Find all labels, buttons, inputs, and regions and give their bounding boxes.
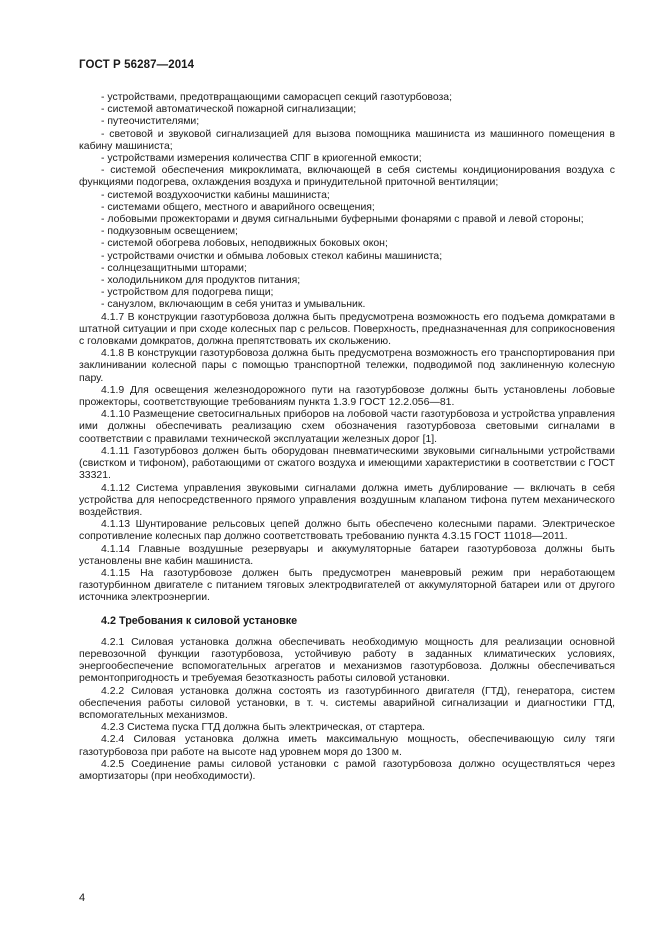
list-item: - световой и звуковой сигнализацией для вызова помощника машиниста из машинного помещения в кабину машиниста;	[79, 128, 615, 152]
clause-4-1-7: 4.1.7 В конструкции газотурбовоза должна быть предусмотрена возможность его подъема домкратами в штатной ситуации и при сходе колесных пар с рельсов. Поверхность, предназначенная для соприкосновения с головками домкратов, должна препятствовать их скольжению.	[79, 311, 615, 348]
clause-4-1-10: 4.1.10 Размещение светосигнальных приборов на лобовой части газотурбовоза и устройства управления ими должны обеспечивать реализацию схем обозначения газотурбовоза световыми сигналами в соответствии с правилами технической эксплуатации железных дорог [1].	[79, 409, 615, 445]
clause-4-1-15: 4.1.15 На газотурбовозе должен быть предусмотрен маневровый режим при неработающем газотурбинном двигателе с питанием тяговых электродвигателей от аккумуляторной батареи или от другого источника электроэнергии.	[79, 567, 615, 604]
document-body	[79, 92, 615, 783]
list-item: - системой автоматической пожарной сигнализации;	[101, 104, 357, 116]
list-item: - подкузовным освещением;	[101, 226, 238, 238]
clause-4-1-12: 4.1.12 Система управления звуковыми сигналами должна иметь дублирование — включать в себя устройства для непосредственного прямого управления воздушным клапаном тифона путем механического воздействия.	[79, 482, 615, 518]
clause-4-1-9: 4.1.9 Для освещения железнодорожного пути на газотурбовозе должны быть установлены лобовые прожекторы, соответствующие требованиям пункта 1.3.9 ГОСТ 12.2.056—81.	[79, 384, 615, 409]
list-item: - устройством для подогрева пищи;	[101, 287, 274, 299]
list-item: - устройствами измерения количества СПГ в криогенной емкости;	[101, 153, 422, 165]
clause-4-2-3: 4.2.3 Система пуска ГТД должна быть электрическая, от стартера.	[101, 722, 426, 734]
clause-4-2-4: 4.2.4 Силовая установка должна иметь максимальную мощность, обеспечивающую силу тяги газотурбовоза при работе на высоте над уровнем моря до 1300 м.	[79, 734, 615, 758]
list-item: - солнцезащитными шторами;	[101, 262, 247, 274]
section-heading: 4.2 Требования к силовой установке	[101, 614, 298, 627]
clause-4-2-1: 4.2.1 Силовая установка должна обеспечивать необходимую мощность для реализации основной перевозочной функции газотурбовоза, устойчивую работу в заданных климатических условиях, энергообеспечение вспомогательных агрегатов и механизмов газотурбовоза. Должны обеспечиваться ремонтопригодность и требуемая безотказность работы силовой установки.	[79, 636, 615, 685]
list-item: - лобовыми прожекторами и двумя сигнальными буферными фонарями с правой и левой стороны;	[101, 214, 584, 226]
document-header: ГОСТ Р 56287—2014	[79, 59, 195, 71]
clause-4-1-13: 4.1.13 Шунтирование рельсовых цепей должно быть обеспечено колесными парами. Электрическое сопротивление колесных пар должно соответствовать требованию пункта 4.3.15 ГОСТ 11018—2011.	[79, 519, 615, 543]
list-item: - путеочистителями;	[101, 116, 200, 128]
clause-4-1-8: 4.1.8 В конструкции газотурбовоза должна быть предусмотрена возможность его транспортирования при заклинивании колесной пары с помощью транспортной тележки, подводимой под заклиненную колесную пару.	[79, 348, 615, 384]
clause-4-1-14: 4.1.14 Главные воздушные резервуары и аккумуляторные батареи газотурбовоза должны быть установлены вне кабин машиниста.	[79, 543, 615, 567]
list-item: - системой обеспечения микроклимата, включающей в себя системы кондиционирования воздуха с функциями подогрева, охлаждения воздуха и принудительной приточной вентиляции;	[79, 165, 615, 189]
clause-4-2-5: 4.2.5 Соединение рамы силовой установки с рамой газотурбовоза должно осуществляться через амортизаторы (при необходимости).	[79, 758, 615, 782]
clause-4-2-2: 4.2.2 Силовая установка должна состоять из газотурбинного двигателя (ГТД), генератора, систем обеспечения работы силовой установки, в т. ч. системы аварийной сигнализации и диагностики ГТД, вспомогательных механизмов.	[79, 685, 615, 721]
list-item: - холодильником для продуктов питания;	[101, 275, 301, 287]
list-item: - устройствами, предотвращающими саморасцеп секций газотурбовоза;	[101, 92, 453, 103]
list-item: - санузлом, включающим в себя унитаз и умывальник.	[101, 299, 366, 311]
list-item: - системами общего, местного и аварийного освещения;	[101, 201, 375, 213]
list-item: - устройствами очистки и обмыва лобовых стекол кабины машиниста;	[101, 250, 443, 262]
list-item: - системой обогрева лобовых, неподвижных боковых окон;	[101, 238, 388, 250]
list-item: - системой воздухоочистки кабины машиниста;	[101, 189, 330, 201]
page-number: 4	[79, 892, 86, 904]
clause-4-1-11: 4.1.11 Газотурбовоз должен быть оборудован пневматическими звуковыми сигнальными устройствами (свистком и тифоном), работающими от сжатого воздуха и имеющими характеристики в соответствии с ГОСТ 33321.	[79, 445, 615, 482]
